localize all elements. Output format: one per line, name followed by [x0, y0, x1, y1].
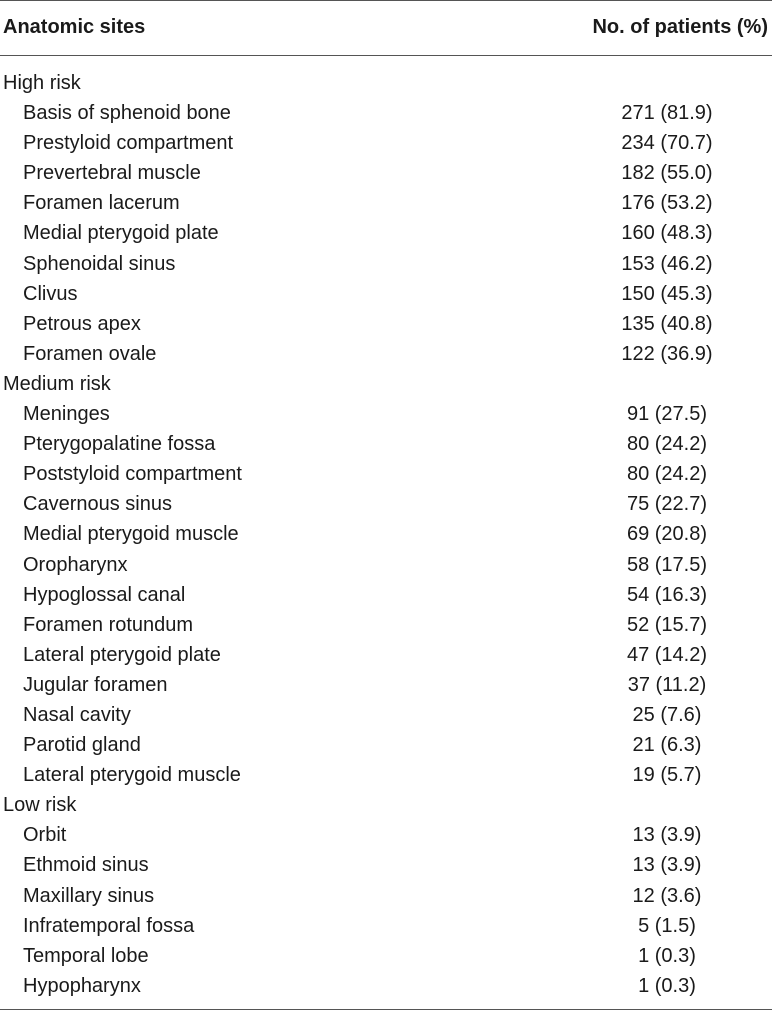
patient-count-cell: 80 (24.2)	[626, 463, 708, 486]
table-row	[0, 519, 772, 549]
patient-count-cell: 271 (81.9)	[621, 102, 713, 125]
table-row	[0, 489, 772, 519]
group-header-row	[0, 68, 772, 98]
anatomic-site-cell: Foramen ovale	[23, 342, 157, 365]
table-row	[0, 279, 772, 309]
anatomic-site-cell: Medial pterygoid plate	[23, 222, 219, 245]
table-row	[0, 941, 772, 971]
group-header-row	[0, 369, 772, 399]
anatomic-site-cell: Lateral pterygoid plate	[23, 643, 221, 666]
table-row	[0, 610, 772, 640]
patient-count-cell: 160 (48.3)	[621, 222, 713, 245]
anatomic-site-cell: Prestyloid compartment	[23, 132, 234, 155]
table-row	[0, 158, 772, 188]
table-row	[0, 309, 772, 339]
patient-count-cell: 182 (55.0)	[621, 162, 713, 185]
patient-count-cell: 25 (7.6)	[632, 703, 702, 726]
patient-count-cell: 75 (22.7)	[626, 493, 708, 516]
patient-count-cell: 5 (1.5)	[638, 914, 696, 937]
table-row	[0, 911, 772, 941]
table-body	[0, 68, 772, 1001]
group-label: High risk	[3, 72, 81, 94]
anatomic-site-cell: Foramen rotundum	[23, 613, 194, 636]
anatomic-site-cell: Sphenoidal sinus	[23, 252, 176, 275]
table-row	[0, 730, 772, 760]
table-row	[0, 399, 772, 429]
table-row	[0, 339, 772, 369]
group-label: Low risk	[3, 794, 77, 817]
table-row	[0, 971, 772, 1001]
patient-count-cell: 52 (15.7)	[626, 613, 708, 636]
anatomic-site-cell: Pterygopalatine fossa	[23, 433, 216, 456]
anatomic-site-cell: Temporal lobe	[23, 944, 149, 967]
patient-count-cell: 150 (45.3)	[621, 282, 713, 305]
patient-count-cell: 37 (11.2)	[627, 673, 707, 696]
table-row	[0, 550, 772, 580]
table-row	[0, 850, 772, 880]
anatomic-site-cell: Parotid gland	[23, 734, 141, 757]
patient-count-cell: 91 (27.5)	[626, 403, 708, 426]
anatomic-site-cell: Oropharynx	[23, 553, 128, 576]
table-row	[0, 760, 772, 790]
table-header	[0, 0, 772, 55]
anatomic-site-cell: Foramen lacerum	[23, 192, 180, 215]
anatomic-site-cell: Petrous apex	[23, 312, 141, 335]
header-patient-count: No. of patients (%)	[592, 16, 768, 38]
anatomic-site-cell: Medial pterygoid muscle	[23, 523, 239, 546]
patient-count-cell: 176 (53.2)	[621, 192, 713, 215]
patient-count-cell: 80 (24.2)	[626, 433, 708, 456]
patient-count-cell: 234 (70.7)	[621, 132, 713, 155]
patient-count-cell: 21 (6.3)	[632, 734, 702, 757]
patient-count-cell: 122 (36.9)	[621, 342, 713, 365]
table-row	[0, 429, 772, 459]
patient-count-cell: 69 (20.8)	[626, 523, 708, 546]
table-row	[0, 820, 772, 850]
anatomic-site-cell: Ethmoid sinus	[23, 854, 149, 877]
table-row	[0, 881, 772, 911]
patient-count-cell: 58 (17.5)	[626, 553, 708, 576]
patient-count-cell: 12 (3.6)	[632, 884, 702, 907]
table-row	[0, 188, 772, 218]
table-row	[0, 218, 772, 248]
anatomic-site-cell: Cavernous sinus	[23, 493, 172, 516]
table-row	[0, 670, 772, 700]
patient-count-cell: 1 (0.3)	[638, 944, 696, 967]
anatomic-site-cell: Nasal cavity	[23, 703, 131, 726]
table-row	[0, 459, 772, 489]
anatomic-site-cell: Hypopharynx	[23, 974, 141, 997]
anatomic-site-cell: Basis of sphenoid bone	[23, 102, 231, 125]
anatomic-site-cell: Orbit	[23, 824, 67, 847]
group-header-row	[0, 790, 772, 820]
table-row	[0, 98, 772, 128]
anatomic-site-cell: Infratemporal fossa	[23, 914, 195, 937]
group-label: Medium risk	[3, 372, 111, 395]
patient-count-cell: 13 (3.9)	[632, 854, 702, 877]
table-bottom-rule	[0, 1009, 772, 1010]
table-row	[0, 700, 772, 730]
table-row	[0, 580, 772, 610]
table-header-rule	[0, 55, 772, 56]
anatomic-site-cell: Maxillary sinus	[23, 884, 155, 907]
anatomic-site-cell: Meninges	[23, 403, 110, 426]
patient-count-cell: 19 (5.7)	[632, 764, 702, 787]
table-row	[0, 249, 772, 279]
patient-count-cell: 153 (46.2)	[621, 252, 713, 275]
anatomic-site-cell: Clivus	[23, 282, 78, 305]
patient-count-cell: 135 (40.8)	[621, 312, 713, 335]
anatomic-site-cell: Lateral pterygoid muscle	[23, 764, 241, 787]
anatomic-site-cell: Jugular foramen	[23, 673, 168, 696]
patient-count-cell: 1 (0.3)	[638, 974, 696, 997]
anatomic-site-cell: Hypoglossal canal	[23, 583, 186, 606]
patient-count-cell: 47 (14.2)	[626, 643, 708, 666]
table-row	[0, 128, 772, 158]
table-row	[0, 640, 772, 670]
anatomic-site-cell: Prevertebral muscle	[23, 162, 201, 185]
patient-count-cell: 13 (3.9)	[632, 824, 702, 847]
header-anatomic-sites: Anatomic sites	[3, 16, 146, 38]
patient-count-cell: 54 (16.3)	[626, 583, 708, 606]
anatomic-site-cell: Poststyloid compartment	[23, 463, 242, 486]
